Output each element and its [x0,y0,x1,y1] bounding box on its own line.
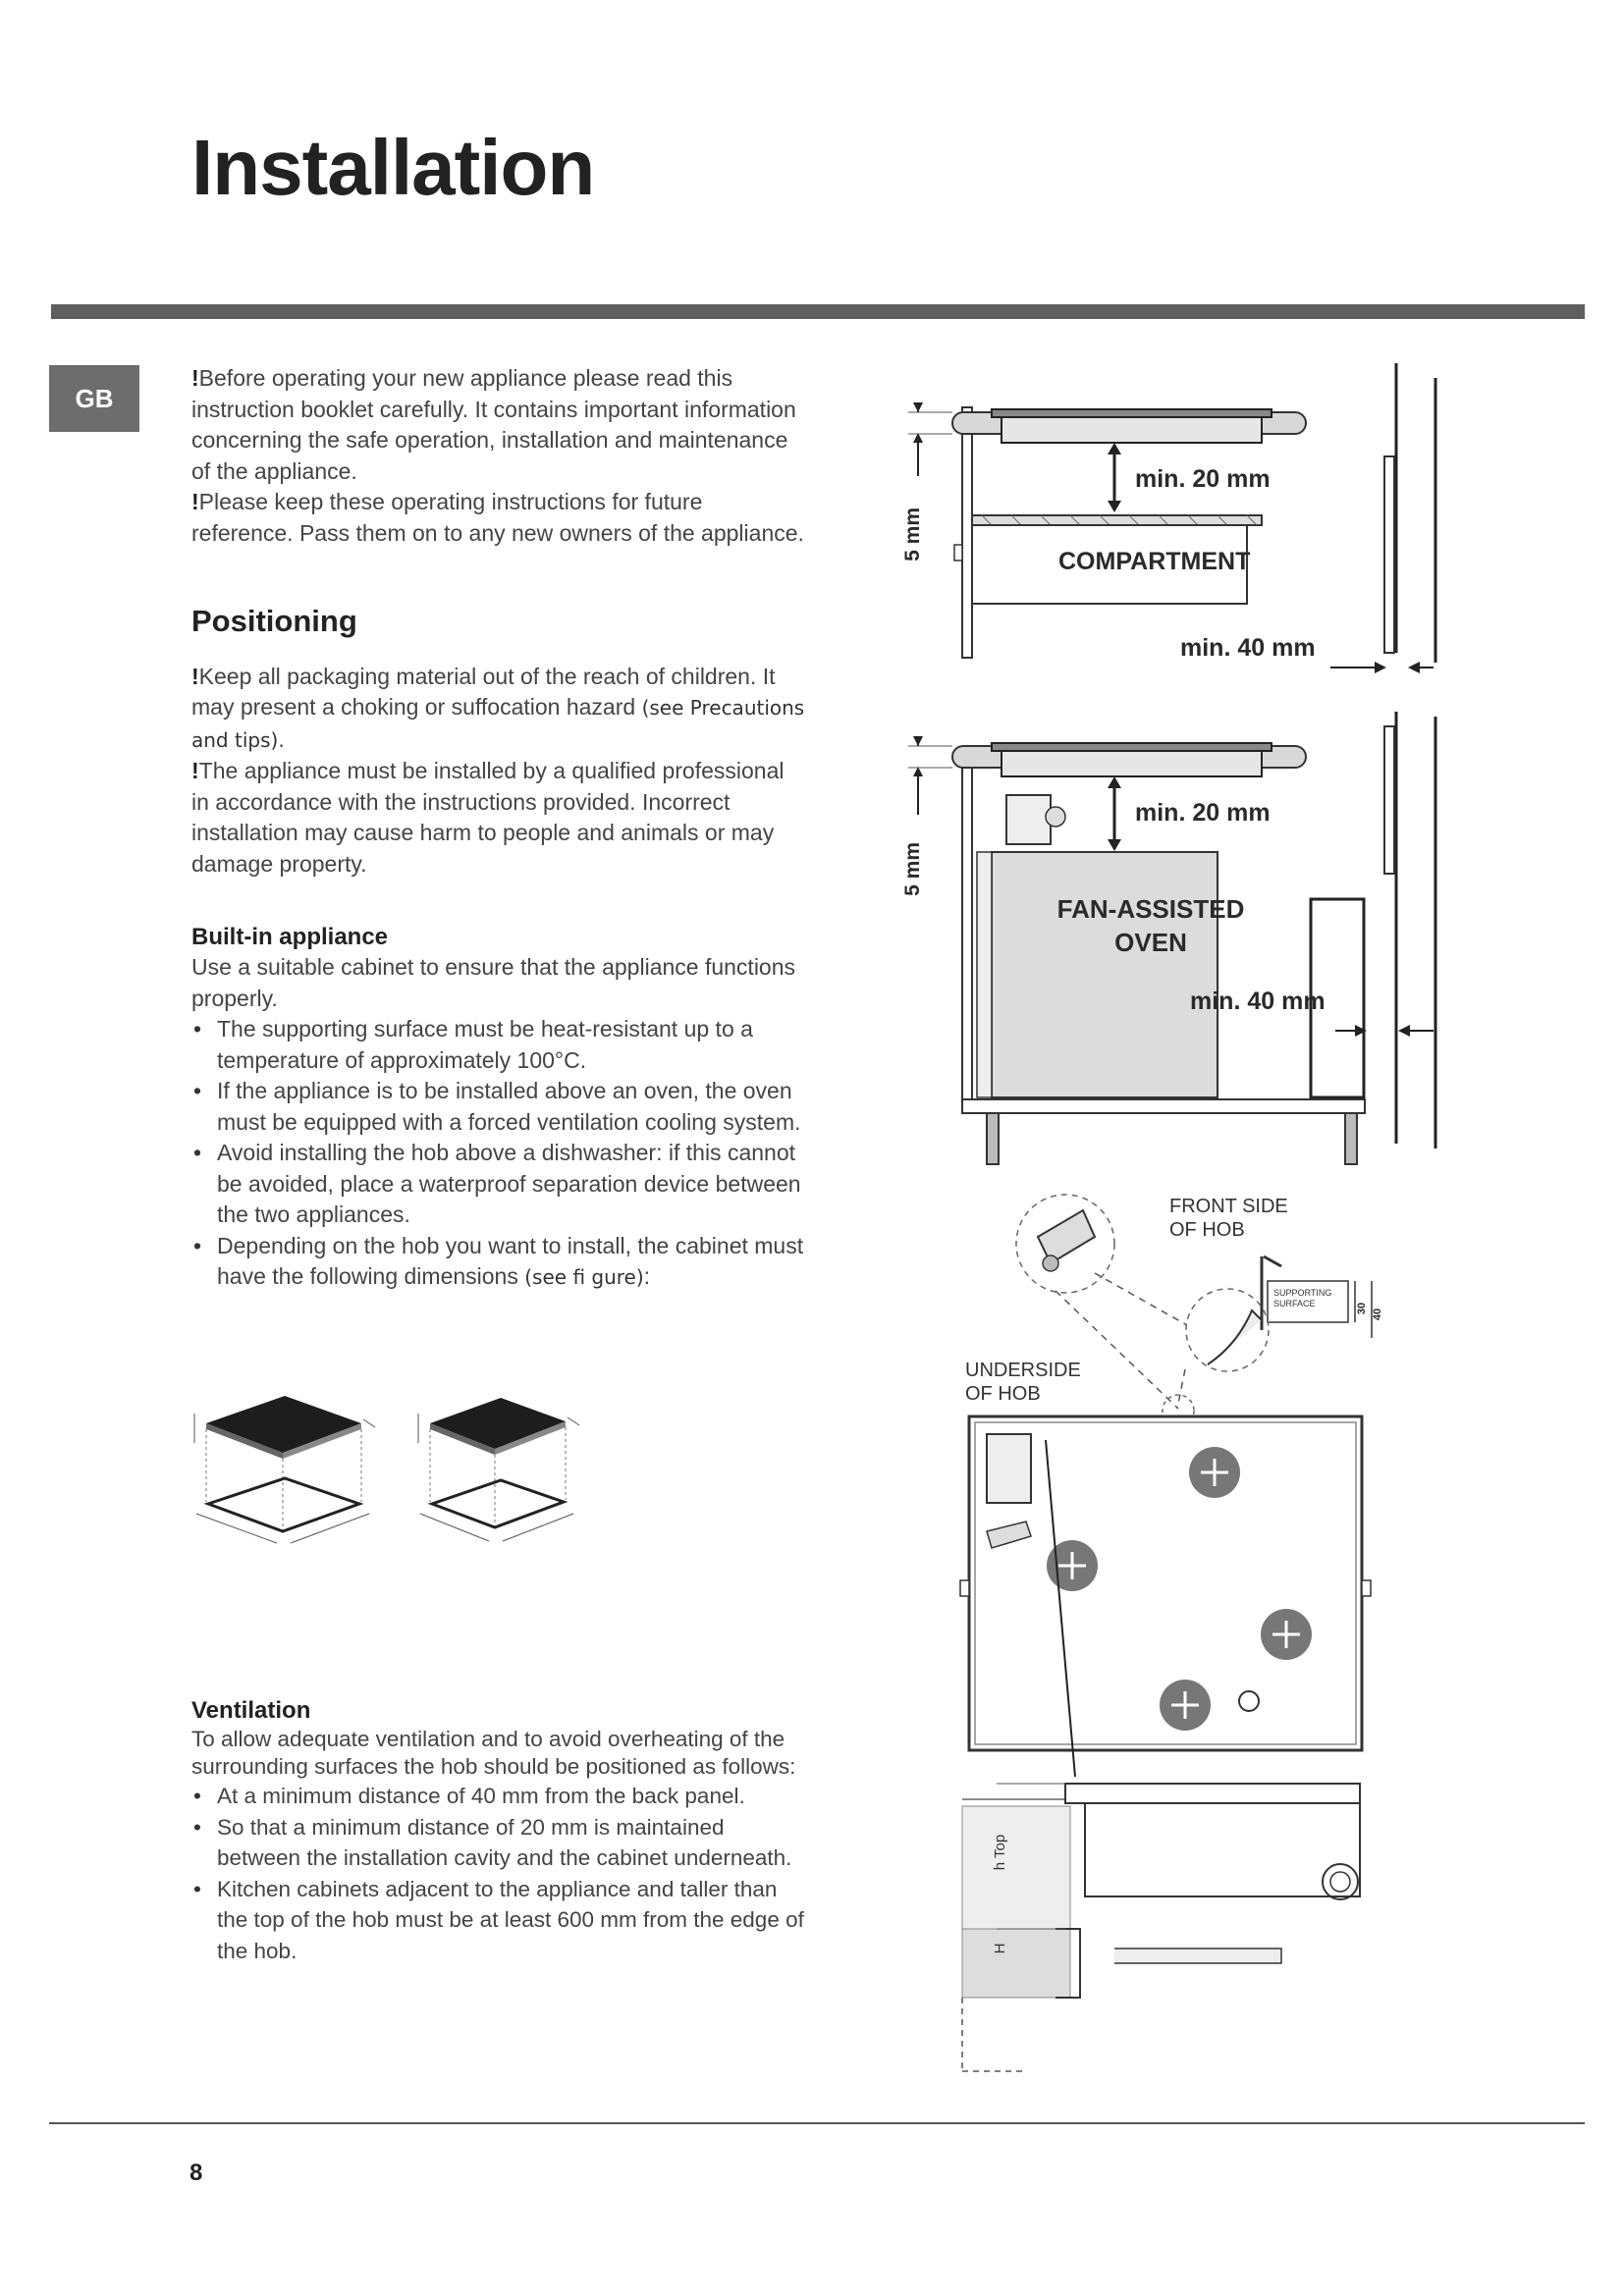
positioning-paragraph-2 [191,756,805,880]
front-side-label-line-2: OF HOB [1169,1219,1245,1241]
page-title: Installation [191,124,595,211]
hob-underside-diagram [957,1183,1383,2086]
hob-cutout-drawing-1 [194,1396,375,1543]
list-item: • If the appliance is to be installed above an oven, the oven must be equipped with a forced ventilation cooling system. [191,1076,805,1138]
intro-text-2: Please keep these operating instructions for future reference. Pass them on to any new owners of the appliance. [191,489,804,546]
list-item: • Avoid installing the hob above a dishwasher: if this cannot be avoided, place a waterproof separation device between the two appliances. [191,1138,805,1231]
positioning-text-2: The appliance must be installed by a qualified professional in accordance with the instructions provided. Incorrect installation may cause harm to people and animals or may damage property. [191,758,785,877]
hob-cutout-drawing-2 [418,1398,579,1541]
intro-paragraph-1 [191,363,805,487]
title-rule [51,304,1585,319]
oven-label-line-1: FAN-ASSISTED [1056,894,1245,924]
precautions-reference: (see Precautions and tips) [191,696,805,752]
min-20mm-label: min. 20 mm [1135,465,1271,493]
positioning-text-1: Keep all packaging material out of the reach of children. It may present a choking or suffocation hazard [191,663,776,720]
cutout-dimension-illustrations [187,1384,599,1571]
ventilation-heading: Ventilation [191,1697,311,1724]
language-badge: GB [49,365,139,432]
ventilation-list [191,1781,805,1966]
compartment-label: COMPARTMENT [1058,548,1251,575]
h-top-label: h Top [992,1834,1008,1871]
gap-5mm-label: 5 mm [901,507,924,561]
list-item [191,1231,805,1294]
list-item: • At a minimum distance of 40 mm from the back panel. [191,1781,805,1812]
gap-5mm-label: 5 mm [901,842,924,896]
warning-mark: ! [191,663,199,689]
warning-mark: ! [191,758,199,783]
list-item: • Kitchen cabinets adjacent to the appliance and taller than the top of the hob must be at least 600 mm from the edge of the hob. [191,1874,805,1967]
built-in-list [191,1014,805,1294]
list-item-end: : [643,1263,651,1289]
intro-paragraph-2 [191,487,805,549]
underside-label-line-2: OF HOB [965,1383,1041,1405]
front-side-label-line-1: FRONT SIDE [1169,1196,1288,1217]
min-20mm-label: min. 20 mm [1135,799,1271,827]
dimension-40-label: 40 [1372,1308,1383,1321]
oven-label-line-2: OVEN [1114,928,1187,957]
intro-text-1: Before operating your new appliance please read this instruction booklet carefully. It contains important information concerning the safe operation, installation and maintenance of the appliance. [191,365,796,484]
supporting-surface-label-line-2: SURFACE [1273,1299,1316,1308]
oven-clearance-diagram [884,707,1453,1158]
positioning-paragraph-1 [191,662,805,757]
compartment-clearance-diagram [884,358,1453,692]
dimension-30-label: 30 [1356,1302,1368,1315]
supporting-surface-label-line-1: SUPPORTING [1273,1288,1332,1298]
min-40mm-label: min. 40 mm [1190,988,1326,1015]
ventilation-intro: To allow adequate ventilation and to avoid overheating of the surrounding surfaces the hob should be positioned as follows: [191,1727,796,1779]
cutout-drawings-svg [187,1384,599,1571]
list-item-text: Depending on the hob you want to install, the cabinet must have the following dimensions [217,1232,804,1289]
built-in-intro: Use a suitable cabinet to ensure that the appliance functions properly. [191,954,796,1011]
underside-label-line-1: UNDERSIDE [965,1360,1081,1381]
positioning-heading: Positioning [191,604,357,638]
list-item: • So that a minimum distance of 20 mm is maintained between the installation cavity and the cabinet underneath. [191,1812,805,1874]
ventilation-section [191,1696,805,1966]
min-40mm-label: min. 40 mm [1180,634,1316,662]
figure-reference: (see fi gure) [524,1265,644,1289]
warning-mark: ! [191,489,199,514]
page-number: 8 [189,2160,203,2186]
built-in-section [191,923,805,1294]
positioning-section [191,606,805,880]
h-label: H [992,1943,1008,1954]
list-item: • The supporting surface must be heat-resistant up to a temperature of approximately 100°C. [191,1014,805,1076]
warning-mark: ! [191,365,199,391]
intro-section [191,363,805,549]
footer-rule [49,2122,1585,2124]
positioning-text-1-end: . [278,725,285,752]
built-in-heading: Built-in appliance [191,924,389,950]
